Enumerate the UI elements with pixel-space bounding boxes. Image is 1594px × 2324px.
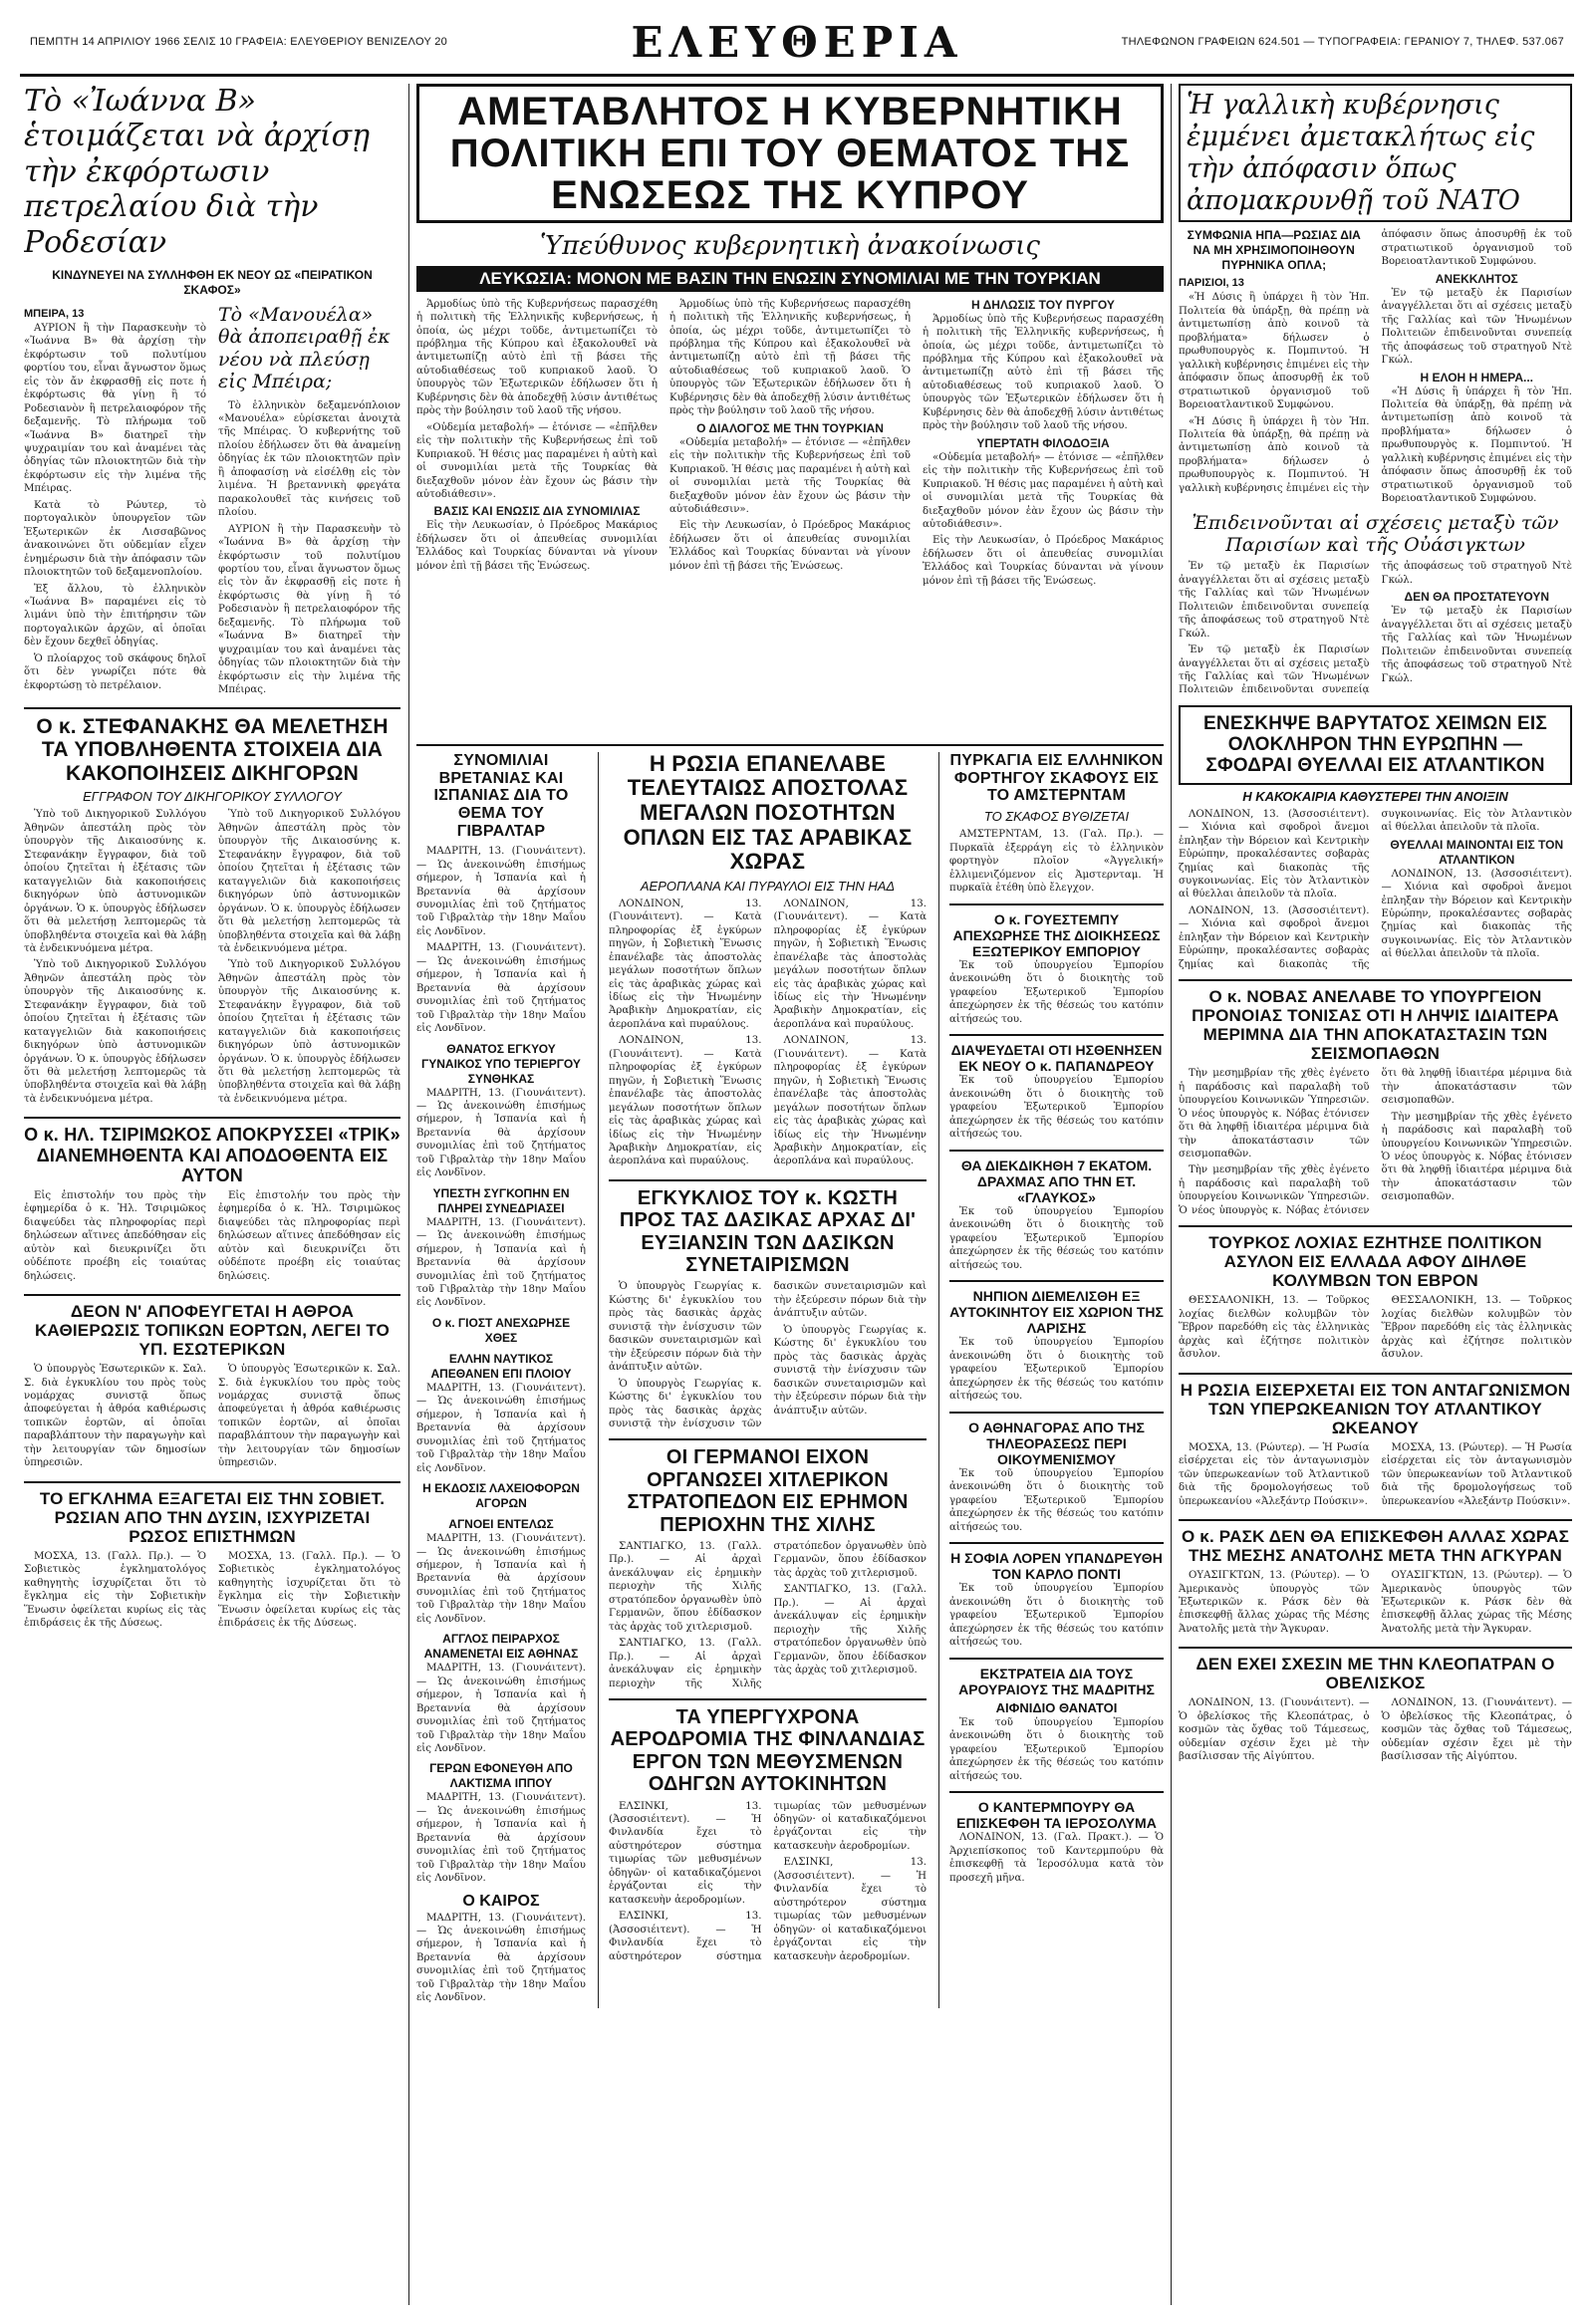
section-subhead: ΥΠΕΡΤΑΤΗ ΦΙΛΟΔΟΞΙΑ <box>976 435 1110 450</box>
paragraph: Ἐκ τοῦ ὑπουργείου Ἐμπορίου ἀνεκοινώθη ὅτι ὁ διοικητὴς τοῦ γραφείου Ἐξωτερικοῦ Ἐμπορίου ἀπεχώρησεν ἐκ τῆς θέσεώς του κατόπιν αἰτήσεώς του. <box>949 1337 1164 1403</box>
paragraph: ΛΟΝΔΙΝΟΝ, 13. (Ἀσσοσιέιτεντ). — Χιόνια καὶ σφοδροὶ ἄνεμοι ἐπληξαν τὴν Βόρειον καὶ Κεντρικὴν Εὐρώπην, προκαλέσαντες σοβαρὰς ζημίας καὶ διακοπὰς τῆς συγκοινωνίας. Εἰς τὸν Ἀτλαντικὸν αἱ θύελλαι ἀπειλοῦν τὰ πλοῖα. <box>1179 808 1572 970</box>
right-column <box>1179 84 1572 2305</box>
paragraph: Ἁρμοδίως ὑπὸ τῆς Κυβερνήσεως παρασχέθη ἡ πολιτικὴ τῆς Ἑλληνικῆς κυβερνήσεως, ἡ ὁποία, ὡς μέχρι τοῦδε, ἀντιμετωπίζει τὸ πρόβλημα τῆς Κύπρου καὶ ἐξακολουθεῖ νὰ ἀντιμετωπίζῃ αὐτὸ ἐπὶ τῇ βάσει τῆς αὐτοδιαθέσεως τοῦ κυπριακοῦ λαοῦ. Ὁ ὑπουργὸς τῶν Ἐξωτερικῶν ἐδήλωσεν ὅτι ἡ Κυβέρνησις δὲν θὰ ἀποδεχθῇ λύσιν ἀντιθέτως πρὸς τὴν βούλησιν τοῦ λαοῦ τῆς νήσου. <box>416 298 658 417</box>
article-block <box>1179 705 1572 785</box>
article-headline: ΔΕΝ ΕΧΕΙ ΣΧΕΣΙΝ ΜΕ ΤΗΝ ΚΛΕΟΠΑΤΡΑΝ Ο ΟΒΕΛΙΣΚΟΣ <box>1196 1655 1555 1693</box>
article-block <box>949 1034 1164 1141</box>
paragraph: Ὑπὸ τοῦ Δικηγορικοῦ Συλλόγου Ἀθηνῶν ἀπεστάλη πρὸς τὸν ὑπουργὸν τῆς Δικαιοσύνης κ. Στεφανάκην ἔγγραφον, διὰ τοῦ ὁποίου ζητεῖται ἡ ἐξέτασις τῶν καταγγελιῶν διὰ κακοποιήσεις δικηγόρων ὑπὸ ἀστυνομικῶν ὀργάνων. Ὁ κ. ὑπουργὸς ἐδήλωσεν ὅτι θὰ μελετήσῃ λεπτομερῶς τὰ ὑποβληθέντα στοιχεῖα καὶ θὰ λάβῃ τὰ ἐνδεικνυόμενα μέτρα. <box>24 959 206 1105</box>
article-text <box>416 1791 586 1885</box>
weather-headline: Ο ΚΑΙΡΟΣ <box>462 1892 540 1910</box>
paragraph: ΜΟΣΧΑ, 13. (Γαλλ. Πρ.). — Ὁ Σοβιετικὸς ἐγκληματολόγος καθηγητὴς ἰσχυρίζεται ὅτι τὸ ἔγκλημα εἰς τὴν Σοβιετικὴν Ἕνωσιν ὀφείλεται κυρίως εἰς τὰς ἐπιδράσεις ἐκ τῆς Δύσεως. <box>218 1550 400 1630</box>
paragraph: Εἰς ἐπιστολήν του πρὸς τὴν ἐφημερίδα ὁ κ. Ἠλ. Τσιριμῶκος διαψεύδει τὰς πληροφορίας περὶ δηλώσεων αἵτινες ἀπεδόθησαν εἰς αὐτὸν καὶ διευκρινίζει ὅτι οὐδέποτε προέβη εἰς τοιαύτας δηλώσεις. <box>24 1189 206 1282</box>
article-kicker: ΣΥΜΦΩΝΙΑ ΗΠΑ—ΡΩΣΙΑΣ ΔΙΑ ΝΑ ΜΗ ΧΡΗΣΙΜΟΠΟΙΗΘΟΥΝ ΠΥΡΗΝΙΚΑ ΟΠΛΑ; <box>1187 228 1361 273</box>
paragraph: Ἐν τῷ μεταξὺ ἐκ Παρισίων ἀναγγέλλεται ὅτι αἱ σχέσεις μεταξὺ τῆς Γαλλίας καὶ τῶν Ἡνωμένων Πολιτειῶν ἐπιδεινοῦνται συνεπείᾳ τῆς ἀποφάσεως τοῦ στρατηγοῦ Ντὲ Γκώλ. <box>1381 287 1572 367</box>
article-headline: Ο κ. ΓΟΥΕΣΤΕΜΠΥ ΑΠΕΧΩΡΗΣΕ ΤΗΣ ΔΙΟΙΚΗΣΕΩΣ ΕΞΩΤΕΡΙΚΟΥ ΕΜΠΟΡΙΟΥ <box>952 910 1161 959</box>
paragraph: Κατὰ τὸ Ρώυτερ, τὸ πορτογαλικὸν ὑπουργεῖον τῶν Ἐξωτερικῶν ἐκ Λισσαβῶνος ἀνακοινώνει ὅτι οὐδεμίαν εἶχεν ἐνημέρωσιν διὰ τὴν ἀπόφασιν τῶν πλοιοκτητῶν τοῦ δεξαμενοπλοίου. <box>24 499 206 579</box>
paragraph: Ὁ πλοίαρχος τοῦ σκάφους δηλοῖ ὅτι δὲν γνωρίζει πότε θὰ ἐκφορτώσῃ τὸ πετρέλαιον. <box>24 652 206 691</box>
section-subhead: ΑΝΕΚΚΛΗΤΟΣ <box>1435 271 1518 286</box>
article-text <box>416 1382 586 1475</box>
article-kicker: ΑΕΡΟΠΛΑΝΑ ΚΑΙ ΠΥΡΑΥΛΟΙ ΕΙΣ ΤΗΝ ΗΑΔ <box>640 878 896 894</box>
article-headline: Ο κ. ΝΟΒΑΣ ΑΝΕΛΑΒΕ ΤΟ ΥΠΟΥΡΓΕΙΟΝ ΠΡΟΝΟΙΑΣ ΤΟΝΙΣΑΣ ΟΤΙ Η ΛΗΨΙΣ ΙΔΙΑΙΤΕΡΑ ΜΕΡΙΜΝΑ ΔΙΑ ΤΗΝ ΑΠΟΚΑΤΑΣΤΑΣΙΝ ΤΩΝ ΣΕΙΣΜΟΠΑΘΩΝ <box>1192 987 1559 1064</box>
paragraph: ΕΛΣΙΝΚΙ, 13. (Ἀσσοσιέιτεντ). — Ἡ Φινλανδία ἔχει τὸ αὐστηρότερον σύστημα τιμωρίας τῶν μεθυσμένων ὁδηγῶν· οἱ καταδικαζόμενοι ἐργάζονται εἰς τὴν κατασκευὴν ἀεροδρομίων. <box>609 1800 762 1906</box>
right-lead-box <box>1179 84 1572 222</box>
article-headline: ΕΓΚΥΚΛΙΟΣ ΤΟΥ κ. ΚΩΣΤΗ ΠΡΟΣ ΤΑΣ ΔΑΣΙΚΑΣ ΑΡΧΑΣ ΔΙ' ΕΥΞΙΑΝΣΙΝ ΤΩΝ ΔΑΣΙΚΩΝ ΣΥΝΕΤΑΙΡΙΣΜΩΝ <box>619 1186 917 1277</box>
article-headline: Ο κ. ΡΑΣΚ ΔΕΝ ΘΑ ΕΠΙΣΚΕΦΘΗ ΑΛΛΑΣ ΧΩΡΑΣ ΤΗΣ ΜΕΣΗΣ ΑΝΑΤΟΛΗΣ ΜΕΤΑ ΤΗΝ ΑΓΚΥΡΑΝ <box>1181 1527 1570 1566</box>
article-text <box>609 1540 927 1690</box>
paragraph: ΜΑΔΡΙΤΗ, 13. (Γιουνάιτεντ). — Ὡς ἀνεκοινώθη ἐπισήμως σήμερον, ἡ Ἰσπανία καὶ ἡ Βρεταννία θὰ ἀρχίσουν συνομιλίας ἐπὶ τοῦ ζητήματος τοῦ Γιβραλτὰρ τὴν 18ην Μαΐου εἰς Λονδῖνον. <box>416 1663 586 1754</box>
paragraph: Ἐν τῷ μεταξὺ ἐκ Παρισίων ἀναγγέλλεται ὅτι αἱ σχέσεις μεταξὺ τῆς Γαλλίας καὶ τῶν Ἡνωμένων Πολιτειῶν ἐπιδεινοῦνται συνεπείᾳ τῆς ἀποφάσεως τοῦ στρατηγοῦ Ντὲ Γκώλ. <box>1179 561 1370 640</box>
article-text <box>218 399 400 697</box>
article-block <box>1179 1373 1572 1511</box>
column-divider <box>408 84 409 2305</box>
article-text <box>949 1074 1164 1141</box>
section-subhead: Η ΔΗΛΩΣΙΣ ΤΟΥ ΠΥΡΓΟΥ <box>971 297 1115 312</box>
article-headline: Ο ΑΘΗΝΑΓΟΡΑΣ ΑΠΟ ΤΗΣ ΤΗΛΕΟΡΑΣΕΩΣ ΠΕΡΙ ΟΙΚΟΥΜΕΝΙΣΜΟΥ <box>968 1419 1145 1467</box>
article-headline: Τὸ «Μανουέλα» θὰ ἀποπειραθῇ ἐκ νέου νὰ πλεύσῃ εἰς Μπέιρα; <box>218 303 391 393</box>
article-headline: ΓΕΡΩΝ ΕΦΟΝΕΥΘΗ ΑΠΟ ΛΑΚΤΙΣΜΑ ΙΠΠΟΥ <box>429 1761 573 1791</box>
article-headline: ΕΚΣΤΡΑΤΕΙΑ ΔΙΑ ΤΟΥΣ ΑΡΟΥΡΑΙΟΥΣ ΤΗΣ ΜΑΔΡΙΤΗΣ <box>958 1665 1155 1697</box>
paragraph: Εἰς τὴν Λευκωσίαν, ὁ Πρόεδρος Μακάριος ἐδήλωσεν ὅτι οἱ ἀπευθείας συνομιλίαι Ἑλλάδος καὶ Τουρκίας δύνανται νὰ γίνουν μόνον ἐπὶ τῇ βάσει τῆς Ἑνώσεως. <box>669 520 911 572</box>
paragraph: «Ἡ Δύσις ἢ ὑπάρχει ἢ τὸν Ἠπ. Πολιτεία θὰ ὑπάρξῃ, θὰ πρέπῃ νὰ ἀντιμετωπίσῃ ἀπὸ κοινοῦ τὰ προβλήματα» δήλωσεν ὁ πρωθυπουργὸς κ. Πομπιντού. Ἡ γαλλικὴ κυβέρνησις ἐπιμένει εἰς τὴν ἀπόφασιν ὅπως ἀποσυρθῇ ἐκ τοῦ στρατιωτικοῦ ὀργανισμοῦ τοῦ Βορειοατλαντικοῦ Συμφώνου. <box>1179 292 1370 411</box>
article-headline: ΘΑ ΔΙΕΚΔΙΚΗΘΗ 7 ΕΚΑΤΟΜ. ΔΡΑΧΜΑΣ ΑΠΟ ΤΗΝ ΕΤ. «ΓΛΑΥΚΟΣ» <box>960 1157 1153 1205</box>
paragraph: ΛΟΝΔΙΝΟΝ, 13. (Γιουνάιτεντ). — Κατὰ πληροφορίας ἐξ ἐγκύρων πηγῶν, ἡ Σοβιετικὴ Ἕνωσις ἐπανέλαβε τὰς ἀποστολὰς μεγάλων ποσοτήτων ὅπλων εἰς τὰς ἀραβικὰς χώρας καὶ ἰδίως εἰς τὴν Ἡνωμένην Ἀραβικὴν Δημοκρατίαν, εἰς ἀεροπλάνα καὶ πυραύλους. <box>773 898 927 1030</box>
article-dateline: ΜΠΕΙΡΑ, 13 <box>24 307 85 320</box>
article-kicker: ΤΟ ΣΚΑΦΟΣ ΒΥΘΙΖΕΤΑΙ <box>983 809 1130 825</box>
briefs-column <box>938 752 1164 2008</box>
paragraph: ΕΛΣΙΝΚΙ, 13. (Ἀσσοσιέιτεντ). — Ἡ Φινλανδία ἔχει τὸ αὐστηρότερον σύστημα τιμωρίας τῶν μεθυσμένων ὁδηγῶν· οἱ καταδικαζόμενοι ἐργάζονται εἰς τὴν κατασκευὴν ἀεροδρομίων. <box>609 1800 927 1962</box>
article-block <box>609 1698 927 1965</box>
article-headline: ΤΑ ΥΠΕΡΓΥΧΡΟΝΑ ΑΕΡΟΔΡΟΜΙΑ ΤΗΣ ΦΙΝΛΑΝΔΙΑΣ ΕΡΓΟΝ ΤΩΝ ΜΕΘΥΣΜΕΝΩΝ ΟΔΗΓΩΝ ΑΥΤΟΚΙΝΗΤΩΝ <box>610 1705 926 1796</box>
article-block <box>609 1179 927 1431</box>
paragraph: ΘΕΣΣΑΛΟΝΙΚΗ, 13. — Τοῦρκος λοχίας διελθὼν κολυμβῶν τὸν Ἕβρον παρεδόθη εἰς τὰς ἑλληνικὰς ἀρχὰς καὶ ἐζήτησε πολιτικὸν ἄσυλον. <box>1179 1295 1370 1361</box>
article-headline: ΤΟ ΕΓΚΛΗΜΑ ΕΞΑΓΕΤΑΙ ΕΙΣ ΤΗΝ ΣΟΒΙΕΤ. ΡΩΣΙΑΝ ΑΠΟ ΤΗΝ ΔΥΣΙΝ, ΙΣΧΥΡΙΖΕΤΑΙ ΡΩΣΟΣ ΕΠΙΣΤΗΜΩΝ <box>39 1488 386 1546</box>
lead-story-box <box>416 84 1164 223</box>
lead-body <box>416 298 1164 736</box>
paragraph: Τὴν μεσημβρίαν τῆς χθὲς ἐγένετο ἡ παράδοσις καὶ παραλαβὴ τοῦ ὑπουργείου Κοινωνικῶν Ὑπηρεσιῶν. Ὁ νέος ὑπουργὸς κ. Νόβας ἐτόνισεν ὅτι θὰ ληφθῇ ἰδιαιτέρα μέριμνα διὰ τὴν ἀποκατάστασιν τῶν σεισμοπαθῶν. <box>1381 1111 1572 1203</box>
paragraph: Ὑπὸ τοῦ Δικηγορικοῦ Συλλόγου Ἀθηνῶν ἀπεστάλη πρὸς τὸν ὑπουργὸν τῆς Δικαιοσύνης κ. Στεφανάκην ἔγγραφον, διὰ τοῦ ὁποίου ζητεῖται ἡ ἐξέτασις τῶν καταγγελιῶν διὰ κακοποιήσεις δικηγόρων ὑπὸ ἀστυνομικῶν ὀργάνων. Ὁ κ. ὑπουργὸς ἐδήλωσεν ὅτι θὰ μελετήσῃ λεπτομερῶς τὰ ὑποβληθέντα στοιχεῖα καὶ θὰ λάβῃ τὰ ἐνδεικνυόμενα μέτρα. <box>24 809 206 954</box>
article-text <box>949 1205 1164 1272</box>
article-kicker: Η ΚΑΚΟΚΑΙΡΙΑ ΚΑΘΥΣΤΕΡΕΙ ΤΗΝ ΑΝΟΙΞΙΝ <box>1242 788 1508 804</box>
lead-bar: ΛΕΥΚΩΣΙΑ: ΜΟΝΟΝ ΜΕ ΒΑΣΙΝ ΤΗΝ ΕΝΩΣΙΝ ΣΥΝΟΜΙΛΙΑΙ ΜΕ ΤΗΝ ΤΟΥΡΚΙΑΝ <box>416 266 1164 292</box>
paragraph: Ὁ ὑπουργὸς Γεωργίας κ. Κώστης δι' ἐγκυκλίου του πρὸς τὰς δασικὰς ἀρχὰς συνιστᾷ τὴν ἐνίσχυσιν τῶν δασικῶν συνεταιρισμῶν καὶ τὴν ἐξεύρεσιν πόρων διὰ τὴν ἀνάπτυξιν αὐτῶν. <box>609 1281 927 1429</box>
paragraph: ΛΟΝΔΙΝΟΝ, 13. (Ἀσσοσιέιτεντ). — Χιόνια καὶ σφοδροὶ ἄνεμοι ἐπληξαν τὴν Βόρειον καὶ Κεντρικὴν Εὐρώπην, προκαλέσαντες σοβαρὰς ζημίας καὶ διακοπὰς τῆς συγκοινωνίας. Εἰς τὸν Ἀτλαντικὸν αἱ θύελλαι ἀπειλοῦν τὰ πλοῖα. <box>1381 868 1572 960</box>
article-headline: Ο κ. ΗΛ. ΤΣΙΡΙΜΩΚΟΣ ΑΠΟΚΡΥΣΣΕΙ «ΤΡΙΚ» ΔΙΑΝΕΜΗΘΕΝΤΑ ΚΑΙ ΑΠΟΔΟΘΕΝΤΑ ΕΙΣ ΑΥΤΟΝ <box>24 1125 400 1185</box>
article-block <box>24 1117 400 1286</box>
paragraph: Ὁ ὑπουργὸς Γεωργίας κ. Κώστης δι' ἐγκυκλίου του πρὸς τὰς δασικὰς ἀρχὰς συνιστᾷ τὴν ἐνίσχυσιν τῶν δασικῶν συνεταιρισμῶν καὶ τὴν ἐξεύρεσιν πόρων διὰ τὴν ἀνάπτυξιν αὐτῶν. <box>609 1281 762 1374</box>
paragraph: ΣΑΝΤΙΑΓΚΟ, 13. (Γαλλ. Πρ.). — Αἱ ἀρχαὶ ἀνεκάλυψαν εἰς ἐρημικὴν περιοχὴν τῆς Χιλῆς στρατόπεδον ὀργανωθὲν ὑπὸ Γερμανῶν, ὅπου ἐδίδασκον τὰς ἀρχὰς τοῦ χιτλερισμοῦ. <box>609 1540 927 1689</box>
paragraph: ΜΟΣΧΑ, 13. (Γαλλ. Πρ.). — Ὁ Σοβιετικὸς ἐγκληματολόγος καθηγητὴς ἰσχυρίζεται ὅτι τὸ ἔγκλημα εἰς τὴν Σοβιετικὴν Ἕνωσιν ὀφείλεται κυρίως εἰς τὰς ἐπιδράσεις ἐκ τῆς Δύσεως. <box>24 1550 206 1630</box>
article-headline: ΕΝΕΣΚΗΨΕ ΒΑΡΥΤΑΤΟΣ ΧΕΙΜΩΝ ΕΙΣ ΟΛΟΚΛΗΡΟΝ ΤΗΝ ΕΥΡΩΠΗΝ — ΣΦΟΔΡΑΙ ΘΥΕΛΛΑΙ ΕΙΣ ΑΤΛΑΝΤΙΚΟΝ <box>1203 712 1547 777</box>
article-headline: ΝΗΠΙΟΝ ΔΙΕΜΕΛΙΣΘΗ ΕΞ ΑΥΤΟΚΙΝΗΤΟΥ ΕΙΣ ΧΩΡΙΟΝ ΤΗΣ ΛΑΡΙΣΗΣ <box>949 1288 1164 1337</box>
article-headline: ΑΙΦΝΙΔΙΟ ΘΑΝΑΤΟΙ <box>995 1699 1118 1715</box>
article-text <box>416 845 586 1035</box>
article-text <box>949 828 1164 895</box>
article-headline: Ο κ. ΓΙΟΣΤ ΑΝΕΧΩΡΗΣΕ ΧΘΕΣ <box>431 1315 571 1345</box>
paragraph: Εἰς τὴν Λευκωσίαν, ὁ Πρόεδρος Μακάριος ἐδήλωσεν ὅτι οἱ ἀπευθείας συνομιλίαι Ἑλλάδος καὶ Τουρκίας δύνανται νὰ γίνουν μόνον ἐπὶ τῇ βάσει τῆς Ἑνώσεως. <box>923 535 1164 587</box>
article-block <box>609 1438 927 1690</box>
column-divider <box>1171 84 1172 2305</box>
article-block <box>1179 1647 1572 1766</box>
paragraph: ΑΜΣΤΕΡΝΤΑΜ, 13. (Γαλ. Πρ.). — Πυρκαϊὰ ἐξερράγη εἰς τὸ ἑλληνικὸν φορτηγὸν πλοῖον «Ἀγγελική» ἐλλιμενιζόμενον εἰς Ἀμστερνταμ. Ἡ πυρκαϊὰ ἐτέθη ὑπὸ ἔλεγχον. <box>949 829 1164 895</box>
paragraph: ΕΛΣΙΝΚΙ, 13. (Ἀσσοσιέιτεντ). — Ἡ Φινλανδία ἔχει τὸ αὐστηρότερον σύστημα τιμωρίας τῶν μεθυσμένων ὁδηγῶν· οἱ καταδικαζόμενοι ἐργάζονται εἰς τὴν κατασκευὴν ἀεροδρομίων. <box>773 1857 927 1962</box>
article-headline: Τὸ «Ἰωάννα Β» ἑτοιμάζεται νὰ ἀρχίσῃ τὴν ἐκφόρτωσιν πετρελαίου διὰ τὴν Ροδεσίαν <box>24 84 371 260</box>
paragraph: ΜΟΣΧΑ, 13. (Ρώυτερ). — Ἡ Ρωσία εἰσέρχεται εἰς τὸν ἀνταγωνισμὸν τῶν ὑπερωκεανίων τοῦ Ἀτλαντικοῦ διὰ τῆς δρομολογήσεως τοῦ ὑπερωκεανίου «Ἀλεξάντρ Πούσκιν». <box>1381 1441 1572 1507</box>
article-headline: Ο κ. ΣΤΕΦΑΝΑΚΗΣ ΘΑ ΜΕΛΕΤΗΣΗ ΤΑ ΥΠΟΒΛΗΘΕΝΤΑ ΣΤΟΙΧΕΙΑ ΔΙΑ ΚΑΚΟΠΟΙΗΣΕΙΣ ΔΙΚΗΓΟΡΩΝ <box>36 714 389 785</box>
paragraph: ΜΑΔΡΙΤΗ, 13. (Γιουνάιτεντ). — Ὡς ἀνεκοινώθη ἐπισήμως σήμερον, ἡ Ἰσπανία καὶ ἡ Βρεταννία θὰ ἀρχίσουν συνομιλίας ἐπὶ τοῦ ζητήματος τοῦ Γιβραλτὰρ τὴν 18ην Μαΐου εἰς Λονδῖνον. <box>416 1912 586 2004</box>
center-column <box>416 84 1164 2305</box>
paragraph: Ἐν τῷ μεταξὺ ἐκ Παρισίων ἀναγγέλλεται ὅτι αἱ σχέσεις μεταξὺ τῆς Γαλλίας καὶ τῶν Ἡνωμένων Πολιτειῶν ἐπιδεινοῦνται συνεπείᾳ τῆς ἀποφάσεως τοῦ στρατηγοῦ Ντὲ Γκώλ. <box>1381 606 1572 684</box>
paragraph: ΛΟΝΔΙΝΟΝ, 13. (Γιουνάιτεντ). — Κατὰ πληροφορίας ἐξ ἐγκύρων πηγῶν, ἡ Σοβιετικὴ Ἕνωσις ἐπανέλαβε τὰς ἀποστολὰς μεγάλων ποσοτήτων ὅπλων εἰς τὰς ἀραβικὰς χώρας καὶ ἰδίως εἰς τὴν Ἡνωμένην Ἀραβικὴν Δημοκρατίαν, εἰς ἀεροπλάνα καὶ πυραύλους. <box>609 898 762 1030</box>
article-headline: Η ΡΩΣΙΑ ΕΠΑΝΕΛΑΒΕ ΤΕΛΕΥΤΑΙΩΣ ΑΠΟΣΤΟΛΑΣ ΜΕΓΑΛΩΝ ΠΟΣΟΤΗΤΩΝ ΟΠΛΩΝ ΕΙΣ ΤΑΣ ΑΡΑΒΙΚΑΣ ΧΩΡΑΣ <box>623 750 913 875</box>
article-text <box>1179 1441 1572 1511</box>
lead-headline: ΑΜΕΤΑΒΛΗΤΟΣ Η ΚΥΒΕΡΝΗΤΙΚΗ ΠΟΛΙΤΙΚΗ ΕΠΙ ΤΟΥ ΘΕΜΑΤΟΣ ΤΗΣ ΕΝΩΣΕΩΣ ΤΗΣ ΚΥΠΡΟΥ <box>449 90 1131 217</box>
article-text <box>416 1216 586 1310</box>
paragraph: Ἐκ τοῦ ὑπουργείου Ἐμπορίου ἀνεκοινώθη ὅτι ὁ διοικητὴς τοῦ γραφείου Ἐξωτερικοῦ Ἐμπορίου ἀπεχώρησεν ἐκ τῆς θέσεώς του κατόπιν αἰτήσεώς του. <box>949 959 1164 1025</box>
section-subhead: ΘΥΕΛΛΑΙ ΜΑΙΝΟΝΤΑΙ ΕΙΣ ΤΟΝ ΑΤΛΑΝΤΙΚΟΝ <box>1390 837 1564 867</box>
paragraph: ΛΟΝΔΙΝΟΝ, 13. (Γιουνάιτεντ). — Ὁ ὀβελίσκος τῆς Κλεοπάτρας, ὁ κοσμῶν τὰς ὄχθας τοῦ Τάμεσεως, οὐδεμίαν σχέσιν ἔχει μὲ τὴν βασίλισσαν τῆς Αἰγύπτου. <box>1179 1697 1370 1763</box>
article-block <box>949 1658 1164 1783</box>
paragraph: ΘΕΣΣΑΛΟΝΙΚΗ, 13. — Τοῦρκος λοχίας διελθὼν κολυμβῶν τὸν Ἕβρον παρεδόθη εἰς τὰς ἑλληνικὰς ἀρχὰς καὶ ἐζήτησε πολιτικὸν ἄσυλον. <box>1381 1295 1572 1361</box>
paragraph: Ἐν τῷ μεταξὺ ἐκ Παρισίων ἀναγγέλλεται ὅτι αἱ σχέσεις μεταξὺ τῆς Γαλλίας καὶ τῶν Ἡνωμένων Πολιτειῶν ἐπιδεινοῦνται συνεπείᾳ τῆς ἀποφάσεως τοῦ στρατηγοῦ Ντὲ Γκώλ. <box>1179 561 1572 696</box>
article-block <box>1179 979 1572 1217</box>
article-block <box>1179 1519 1572 1639</box>
article-headline: ΑΓΓΛΟΣ ΠΕΙΡΑΡΧΟΣ ΑΝΑΜΕΝΕΤΑΙ ΕΙΣ ΑΘΗΝΑΣ <box>423 1632 579 1662</box>
paragraph: «Οὐδεμία μεταβολή» — ἐτόνισε — «ἐπῆλθεν εἰς τὴν πολιτικὴν τῆς Κυβερνήσεως ἐπὶ τοῦ Κυπριακοῦ. Ἡ θέσις μας παραμένει ἡ αὐτὴ καὶ οἱ συνομιλίαι μετὰ τῆς Τουρκίας θὰ διεξαχθοῦν μόνον ἐὰν ἔχουν ὡς βάσιν τὴν αὐτοδιάθεσιν». <box>416 421 658 501</box>
article-headline: ΔΕΟΝ Ν' ΑΠΟΦΕΥΓΕΤΑΙ Η ΑΘΡΟΑ ΚΑΘΙΕΡΩΣΙΣ ΤΟΠΙΚΩΝ ΕΟΡΤΩΝ, ΛΕΓΕΙ ΤΟ ΥΠ. ΕΣΩΤΕΡΙΚΩΝ <box>34 1302 391 1360</box>
article-block <box>949 1542 1164 1649</box>
article-text <box>1179 1294 1572 1364</box>
article-text <box>24 1189 400 1286</box>
article-text <box>24 808 400 1109</box>
article-kicker: ΕΓΓΡΑΦΟΝ ΤΟΥ ΔΙΚΗΓΟΡΙΚΟΥ ΣΥΛΛΟΓΟΥ <box>83 789 342 805</box>
newspaper-page <box>20 18 1574 2309</box>
paragraph: Ὁ ὑπουργὸς Ἐσωτερικῶν κ. Σαλ. Σ. διὰ ἐγκυκλίου του πρὸς τοὺς νομάρχας συνιστᾷ ὅπως ἀποφεύγεται ἡ ἀθρόα καθιέρωσις τοπικῶν ἑορτῶν, αἱ ὁποῖαι παραβλάπτουν τὴν παραγωγὴν καὶ τὴν λειτουργίαν τῶν δημοσίων ὑπηρεσιῶν. <box>218 1364 400 1469</box>
paragraph: Ἐκ τοῦ ὑπουργείου Ἐμπορίου ἀνεκοινώθη ὅτι ὁ διοικητὴς τοῦ γραφείου Ἐξωτερικοῦ Ἐμπορίου ἀπεχώρησεν ἐκ τῆς θέσεώς του κατόπιν αἰτήσεώς του. <box>949 1716 1164 1782</box>
article-headline: ΥΠΕΣΤΗ ΣΥΓΚΟΠΗΝ ΕΝ ΠΛΗΡΕΙ ΣΥΝΕΔΡΙΑΣΕΙ <box>432 1185 570 1215</box>
article-headline: ΤΟΥΡΚΟΣ ΛΟΧΙΑΣ ΕΖΗΤΗΣΕ ΠΟΛΙΤΙΚΟΝ ΑΣΥΛΟΝ ΕΙΣ ΕΛΛΑΔΑ ΑΦΟΥ ΔΙΗΛΘΕ ΚΟΛΥΜΒΩΝ ΤΟΝ ΕΒΡΟΝ <box>1208 1233 1542 1291</box>
article-text <box>949 1582 1164 1649</box>
lead-subhead: Ὑπεύθυνος κυβερνητικὴ ἀνακοίνωσις <box>539 231 1040 261</box>
paragraph: Ὁ ὑπουργὸς Γεωργίας κ. Κώστης δι' ἐγκυκλίου του πρὸς τὰς δασικὰς ἀρχὰς συνιστᾷ τὴν ἐνίσχυσιν τῶν δασικῶν συνεταιρισμῶν καὶ τὴν ἐξεύρεσιν πόρων διὰ τὴν ἀνάπτυξιν αὐτῶν. <box>773 1324 927 1417</box>
paragraph: ΑΥΡΙΟΝ ἢ τὴν Παρασκευὴν τὸ «Ἰωάννα Β» θὰ ἀρχίσῃ τὴν ἐκφόρτωσιν τοῦ πολυτίμου φορτίου του, εἶναι ἄγνωστον ὅμως εἰς τὸν ἄν ἐκφρασθῇ εἰς ποτε ἡ ἐκφόρτωσις θὰ γίνῃ ἢ τό Ροδεσιανὸν ἢ πετρελαιοφόρον τῆς δεξαμενῆς. Τὸ πλήρωμα τοῦ «Ἰωάννα Β» διατηρεῖ τὴν ψυχραιμίαν του καὶ ἀναμένει τὰς ὁδηγίας τῶν πλοιοκτητῶν διὰ τὴν ἐκφόρτωσιν εἰς τὴν λιμένα τῆς Μπέιρας. <box>218 523 400 696</box>
article-headline: ΔΙΑΨΕΥΔΕΤΑΙ ΟΤΙ ΗΣΘΕΝΗΣΕΝ ΕΚ ΝΕΟΥ Ο κ. ΠΑΠΑΝΔΡΕΟΥ <box>950 1042 1163 1075</box>
paragraph: Ἐξ ἄλλου, τὸ ἑλληνικὸν «Ἰωάννα Β» παραμένει εἰς τὸ λιμάνι ὑπὸ τὴν ἐπιτήρησιν τῶν πορτογαλικῶν ἀρχῶν, αἱ ὁποῖαι δὲν ἔχουν δεχθεῖ ὁδηγίας. <box>24 583 206 648</box>
paragraph: «Ἡ Δύσις ἢ ὑπάρχει ἢ τὸν Ἠπ. Πολιτεία θὰ ὑπάρξῃ, θὰ πρέπῃ νὰ ἀντιμετωπίσῃ ἀπὸ κοινοῦ τὰ προβλήματα» δήλωσεν ὁ πρωθυπουργὸς κ. Πομπιντού. Ἡ γαλλικὴ κυβέρνησις ἐπιμένει εἰς τὴν ἀπόφασιν ὅπως ἀποσυρθῇ ἐκ τοῦ στρατιωτικοῦ ὀργανισμοῦ τοῦ Βορειοατλαντικοῦ Συμφώνου. <box>1179 229 1572 494</box>
article-text <box>949 1336 1164 1403</box>
paragraph: ΛΟΝΔΙΝΟΝ, 13. (Γιουνάιτεντ). — Κατὰ πληροφορίας ἐξ ἐγκύρων πηγῶν, ἡ Σοβιετικὴ Ἕνωσις ἐπανέλαβε τὰς ἀποστολὰς μεγάλων ποσοτήτων ὅπλων εἰς τὰς ἀραβικὰς χώρας καὶ ἰδίως εἰς τὴν Ἡνωμένην Ἀραβικὴν Δημοκρατίαν, εἰς ἀεροπλάνα καὶ πυραύλους. <box>609 1035 762 1167</box>
newspaper-title: ΕΛΕΥΘΕΡΙΑ <box>631 18 963 67</box>
paragraph: Ἁρμοδίως ὑπὸ τῆς Κυβερνήσεως παρασχέθη ἡ πολιτικὴ τῆς Ἑλληνικῆς κυβερνήσεως, ἡ ὁποία, ὡς μέχρι τοῦδε, ἀντιμετωπίζει τὸ πρόβλημα τῆς Κύπρου καὶ ἐξακολουθεῖ νὰ ἀντιμετωπίζῃ αὐτὸ ἐπὶ τῇ βάσει τῆς αὐτοδιαθέσεως τοῦ κυπριακοῦ λαοῦ. Ὁ ὑπουργὸς τῶν Ἐξωτερικῶν ἐδήλωσεν ὅτι ἡ Κυβέρνησις δὲν θὰ ἀποδεχθῇ λύσιν ἀντιθέτως πρὸς τὴν βούλησιν τοῦ λαοῦ τῆς νήσου. <box>923 313 1164 432</box>
paragraph: ΜΑΔΡΙΤΗ, 13. (Γιουνάιτεντ). — Ὡς ἀνεκοινώθη ἐπισήμως σήμερον, ἡ Ἰσπανία καὶ ἡ Βρεταννία θὰ ἀρχίσουν συνομιλίας ἐπὶ τοῦ ζητήματος τοῦ Γιβραλτὰρ τὴν 18ην Μαΐου εἰς Λονδῖνον. <box>416 1216 586 1309</box>
center-lower <box>416 744 1164 2008</box>
paragraph: Τὴν μεσημβρίαν τῆς χθὲς ἐγένετο ἡ παράδοσις καὶ παραλαβὴ τοῦ ὑπουργείου Κοινωνικῶν Ὑπηρεσιῶν. Ὁ νέος ὑπουργὸς κ. Νόβας ἐτόνισεν ὅτι θὰ ληφθῇ ἰδιαιτέρα μέριμνα διὰ τὴν ἀποκατάστασιν τῶν σεισμοπαθῶν. <box>1179 1068 1572 1216</box>
article-text <box>1179 1067 1572 1217</box>
paragraph: Ἐκ τοῦ ὑπουργείου Ἐμπορίου ἀνεκοινώθη ὅτι ὁ διοικητὴς τοῦ γραφείου Ἐξωτερικοῦ Ἐμπορίου ἀπεχώρησεν ἐκ τῆς θέσεώς του κατόπιν αἰτήσεώς του. <box>949 1468 1164 1533</box>
paragraph: Εἰς ἐπιστολήν του πρὸς τὴν ἐφημερίδα ὁ κ. Ἠλ. Τσιριμῶκος διαψεύδει τὰς πληροφορίας περὶ δηλώσεων αἵτινες ἀπεδόθησαν εἰς αὐτὸν καὶ διευκρινίζει ὅτι οὐδέποτε προέβη εἰς τοιαύτας δηλώσεις. <box>218 1189 400 1282</box>
article-headline: ΘΑΝΑΤΟΣ ΕΓΚΥΟΥ ΓΥΝΑΙΚΟΣ ΥΠΟ ΤΕΡΙΕΡΓΟΥ ΣΥΝΘΗΚΑΣ <box>421 1041 581 1086</box>
article-headline: ΕΛΛΗΝ ΝΑΥΤΙΚΟΣ ΑΠΕΘΑΝΕΝ ΕΠΙ ΠΛΟΙΟΥ <box>430 1351 572 1381</box>
paragraph: «Ἡ Δύσις ἢ ὑπάρχει ἢ τὸν Ἠπ. Πολιτεία θὰ ὑπάρξῃ, θὰ πρέπῃ νὰ ἀντιμετωπίσῃ ἀπὸ κοινοῦ τὰ προβλήματα» δήλωσεν ὁ πρωθυπουργὸς κ. Πομπιντού. Ἡ γαλλικὴ κυβέρνησις ἐπιμένει εἰς τὴν ἀπόφασιν ὅπως ἀποσυρθῇ ἐκ τοῦ στρατιωτικοῦ ὀργανισμοῦ τοῦ Βορειοατλαντικοῦ Συμφώνου. <box>1381 386 1572 505</box>
section-subhead: ΔΕΝ ΘΑ ΠΡΟΣΤΑΤΕΥΟΥΝ <box>1404 590 1549 605</box>
paragraph: Ἐκ τοῦ ὑπουργείου Ἐμπορίου ἀνεκοινώθη ὅτι ὁ διοικητὴς τοῦ γραφείου Ἐξωτερικοῦ Ἐμπορίου ἀπεχώρησεν ἐκ τῆς θέσεώς του κατόπιν αἰτήσεώς του. <box>949 1075 1164 1141</box>
paragraph: ΜΑΔΡΙΤΗ, 13. (Γιουνάιτεντ). — Ὡς ἀνεκοινώθη ἐπισήμως σήμερον, ἡ Ἰσπανία καὶ ἡ Βρεταννία θὰ ἀρχίσουν συνομιλίας ἐπὶ τοῦ ζητήματος τοῦ Γιβραλτὰρ τὴν 18ην Μαΐου εἰς Λονδῖνον. <box>416 846 586 937</box>
paragraph: Ὑπὸ τοῦ Δικηγορικοῦ Συλλόγου Ἀθηνῶν ἀπεστάλη πρὸς τὸν ὑπουργὸν τῆς Δικαιοσύνης κ. Στεφανάκην ἔγγραφον, διὰ τοῦ ὁποίου ζητεῖται ἡ ἐξέτασις τῶν καταγγελιῶν διὰ κακοποιήσεις δικηγόρων ὑπὸ ἀστυνομικῶν ὀργάνων. Ὁ κ. ὑπουργὸς ἐδήλωσεν ὅτι θὰ μελετήσῃ λεπτομερῶς τὰ ὑποβληθέντα στοιχεῖα καὶ θὰ λάβῃ τὰ ἐνδεικνυόμενα μέτρα. <box>218 959 400 1105</box>
article-body-columns <box>1179 228 1572 505</box>
article-headline: Η ΕΚΔΟΣΙΣ ΛΑΧΕΙΟΦΟΡΩΝ ΑΓΟΡΩΝ <box>422 1481 580 1511</box>
paragraph: ΜΑΔΡΙΤΗ, 13. (Γιουνάιτεντ). — Ὡς ἀνεκοινώθη ἐπισήμως σήμερον, ἡ Ἰσπανία καὶ ἡ Βρεταννία θὰ ἀρχίσουν συνομιλίας ἐπὶ τοῦ ζητήματος τοῦ Γιβραλτὰρ τὴν 18ην Μαΐου εἰς Λονδῖνον. <box>416 1533 586 1625</box>
article-text <box>609 1280 927 1430</box>
article-text <box>416 1532 586 1626</box>
article-kicker: ΚΙΝΔΥΝΕΥΕΙ ΝΑ ΣΥΛΛΗΦΘΗ ΕΚ ΝΕΟΥ ΩΣ «ΠΕΙΡΑΤΙΚΟΝ ΣΚΑΦΟΣ» <box>52 267 373 297</box>
article-headline: Η ΡΩΣΙΑ ΕΙΣΕΡΧΕΤΑΙ ΕΙΣ ΤΟΝ ΑΝΤΑΓΩΝΙΣΜΟΝ ΤΩΝ ΥΠΕΡΩΚΕΑΝΙΩΝ ΤΟΥ ΑΤΛΑΝΤΙΚΟΥ ΩΚΕΑΝΟΥ <box>1180 1380 1571 1437</box>
article-text <box>1179 808 1572 971</box>
article-headline: ΟΙ ΓΕΡΜΑΝΟΙ ΕΙΧΟΝ ΟΡΓΑΝΩΣΕΙ ΧΙΤΛΕΡΙΚΟΝ ΣΤΡΑΤΟΠΕΔΟΝ ΕΙΣ ΕΡΗΜΟΝ ΠΕΡΙΟΧΗΝ ΤΗΣ ΧΙΛΗΣ <box>627 1446 909 1536</box>
article-headline: Ο ΚΑΝΤΕΡΜΠΟΥΡΥ ΘΑ ΕΠΙΣΚΕΦΘΗ ΤΑ ΙΕΡΟΣΟΛΥΜΑ <box>956 1799 1157 1832</box>
article-block <box>949 1150 1164 1273</box>
article-text <box>949 1831 1164 1885</box>
paragraph: ΜΑΔΡΙΤΗ, 13. (Γιουνάιτεντ). — Ὡς ἀνεκοινώθη ἐπισήμως σήμερον, ἡ Ἰσπανία καὶ ἡ Βρεταννία θὰ ἀρχίσουν συνομιλίας ἐπὶ τοῦ ζητήματος τοῦ Γιβραλτὰρ τὴν 18ην Μαΐου εἰς Λονδῖνον. <box>416 1792 586 1885</box>
section-subhead: Η ΕΛΟΗ Η ΗΜΕΡΑ... <box>1420 370 1533 385</box>
paragraph: ΛΟΝΔΙΝΟΝ, 13. (Ἀσσοσιέιτεντ). — Χιόνια καὶ σφοδροὶ ἄνεμοι ἐπληξαν τὴν Βόρειον καὶ Κεντρικὴν Εὐρώπην, προκαλέσαντες σοβαρὰς ζημίας καὶ διακοπὰς τῆς συγκοινωνίας. Εἰς τὸν Ἀτλαντικὸν αἱ θύελλαι ἀπειλοῦν τὰ πλοῖα. <box>1179 808 1370 901</box>
section-subhead: Ο ΔΙΑΛΟΓΟΣ ΜΕ ΤΗΝ ΤΟΥΡΚΙΑΝ <box>696 420 884 435</box>
paragraph: ΜΑΔΡΙΤΗ, 13. (Γιουνάιτεντ). — Ὡς ἀνεκοινώθη ἐπισήμως σήμερον, ἡ Ἰσπανία καὶ ἡ Βρεταννία θὰ ἀρχίσουν συνομιλίας ἐπὶ τοῦ ζητήματος τοῦ Γιβραλτὰρ τὴν 18ην Μαΐου εἰς Λονδῖνον. <box>416 942 586 1035</box>
paragraph: ΟΥΑΣΙΓΚΤΩΝ, 13. (Ρώυτερ). — Ὁ Ἀμερικανὸς ὑπουργὸς τῶν Ἐξωτερικῶν κ. Ράσκ δὲν θὰ ἐπισκεφθῇ ἄλλας χώρας τῆς Μέσης Ἀνατολῆς μετὰ τὴν Ἄγκυραν. <box>1179 1570 1370 1635</box>
wide-column <box>598 752 927 2008</box>
paragraph: ΜΑΔΡΙΤΗ, 13. (Γιουνάιτεντ). — Ὡς ἀνεκοινώθη ἐπισήμως σήμερον, ἡ Ἰσπανία καὶ ἡ Βρεταννία θὰ ἀρχίσουν συνομιλίας ἐπὶ τοῦ ζητήματος τοῦ Γιβραλτὰρ τὴν 18ην Μαΐου εἰς Λονδῖνον. <box>416 1382 586 1474</box>
article-text <box>416 1087 586 1180</box>
paragraph: ΣΑΝΤΙΑΓΚΟ, 13. (Γαλλ. Πρ.). — Αἱ ἀρχαὶ ἀνεκάλυψαν εἰς ἐρημικὴν περιοχὴν τῆς Χιλῆς στρατόπεδον ὀργανωθὲν ὑπὸ Γερμανῶν, ὅπου ἐδίδασκον τὰς ἀρχὰς τοῦ χιτλερισμοῦ. <box>773 1584 927 1677</box>
masthead-dateline: ΠΕΜΠΤΗ 14 ΑΠΡΙΛΙΟΥ 1966 ΣΕΛΙΣ 10 ΓΡΑΦΕΙΑ: ΕΛΕΥΘΕΡΙΟΥ ΒΕΝΙΖΕΛΟΥ 20 <box>30 36 448 48</box>
article-block <box>949 904 1164 1027</box>
article-block <box>1179 1225 1572 1364</box>
article-text <box>1179 1696 1572 1766</box>
article-block <box>949 1791 1164 1885</box>
paragraph: ΑΥΡΙΟΝ ἢ τὴν Παρασκευὴν τὸ «Ἰωάννα Β» θὰ ἀρχίσῃ τὴν ἐκφόρτωσιν τοῦ πολυτίμου φορτίου του, εἶναι ἄγνωστον ὅμως εἰς τὸν ἄν ἐκφρασθῇ εἰς ποτε ἡ ἐκφόρτωσις θὰ γίνῃ ἢ τό Ροδεσιανὸν ἢ πετρελαιοφόρον τῆς δεξαμενῆς. Τὸ πλήρωμα τοῦ «Ἰωάννα Β» διατηρεῖ τὴν ψυχραιμίαν του καὶ ἀναμένει τὰς ὁδηγίας τῶν πλοιοκτητῶν διὰ τὴν ἐκφόρτωσιν εἰς τὴν λιμένα τῆς Μπέιρας. <box>24 322 206 495</box>
paragraph: ΛΟΝΔΙΝΟΝ, 13. (Γιουνάιτεντ). — Κατὰ πληροφορίας ἐξ ἐγκύρων πηγῶν, ἡ Σοβιετικὴ Ἕνωσις ἐπανέλαβε τὰς ἀποστολὰς μεγάλων ποσοτήτων ὅπλων εἰς τὰς ἀραβικὰς χώρας καὶ ἰδίως εἰς τὴν Ἡνωμένην Ἀραβικὴν Δημοκρατίαν, εἰς ἀεροπλάνα καὶ πυραύλους. <box>773 1035 927 1167</box>
article-text <box>949 1716 1164 1783</box>
article-headline: ΑΓΝΟΕΙ ΕΝΤΕΛΩΣ <box>448 1517 554 1532</box>
article-headline: Ἡ γαλλικὴ κυβέρνησις ἐμμένει ἀμετακλήτως εἰς τὴν ἀπόφασιν ὅπως ἀπομακρυνθῇ τοῦ ΝΑΤΟ <box>1187 90 1535 216</box>
narrow-column <box>416 752 586 2008</box>
paragraph: ΜΟΣΧΑ, 13. (Ρώυτερ). — Ἡ Ρωσία εἰσέρχεται εἰς τὸν ἀνταγωνισμὸν τῶν ὑπερωκεανίων τοῦ Ἀτλαντικοῦ διὰ τῆς δρομολογήσεως τοῦ ὑπερωκεανίου «Ἀλεξάντρ Πούσκιν». <box>1179 1441 1370 1507</box>
article-text <box>609 898 927 1171</box>
article-block <box>949 1280 1164 1404</box>
paragraph: Τὴν μεσημβρίαν τῆς χθὲς ἐγένετο ἡ παράδοσις καὶ παραλαβὴ τοῦ ὑπουργείου Κοινωνικῶν Ὑπηρεσιῶν. Ὁ νέος ὑπουργὸς κ. Νόβας ἐτόνισεν ὅτι θὰ ληφθῇ ἰδιαιτέρα μέριμνα διὰ τὴν ἀποκατάστασιν τῶν σεισμοπαθῶν. <box>1179 1068 1370 1161</box>
article-text <box>609 1800 927 1965</box>
article-block <box>24 1294 400 1473</box>
paragraph: «Οὐδεμία μεταβολή» — ἐτόνισε — «ἐπῆλθεν εἰς τὴν πολιτικὴν τῆς Κυβερνήσεως ἐπὶ τοῦ Κυπριακοῦ. Ἡ θέσις μας παραμένει ἡ αὐτὴ καὶ οἱ συνομιλίαι μετὰ τῆς Τουρκίας θὰ διεξαχθοῦν μόνον ἐὰν ἔχουν ὡς βάσιν τὴν αὐτοδιάθεσιν». <box>669 436 911 516</box>
article-headline: Η ΣΟΦΙΑ ΛΟΡΕΝ ΥΠΑΝΔΡΕΥΘΗ ΤΟΝ ΚΑΡΛΟ ΠΟΝΤΙ <box>950 1550 1163 1583</box>
article-text <box>24 322 206 692</box>
article-text <box>1179 560 1572 697</box>
article-headline: ΣΥΝΟΜΙΛΙΑΙ ΒΡΕΤΑΝΙΑΣ ΚΑΙ ΙΣΠΑΝΙΑΣ ΔΙΑ ΤΟ ΘΕΜΑ ΤΟΥ ΓΙΒΡΑΛΤΑΡ <box>433 751 569 841</box>
masthead <box>20 18 1574 77</box>
paragraph: Ὁ ὑπουργὸς Ἐσωτερικῶν κ. Σαλ. Σ. διὰ ἐγκυκλίου του πρὸς τοὺς νομάρχας συνιστᾷ ὅπως ἀποφεύγεται ἡ ἀθρόα καθιέρωσις τοπικῶν ἑορτῶν, αἱ ὁποῖαι παραβλάπτουν τὴν παραγωγὴν καὶ τὴν λειτουργίαν τῶν δημοσίων ὑπηρεσιῶν. <box>24 1364 206 1469</box>
article-text <box>949 1467 1164 1534</box>
article-text <box>416 1912 586 2005</box>
paragraph: ΟΥΑΣΙΓΚΤΩΝ, 13. (Ρώυτερ). — Ὁ Ἀμερικανὸς ὑπουργὸς τῶν Ἐξωτερικῶν κ. Ράσκ δὲν θὰ ἐπισκεφθῇ ἄλλας χώρας τῆς Μέσης Ἀνατολῆς μετὰ τὴν Ἄγκυραν. <box>1381 1570 1572 1635</box>
section-subhead: ΒΑΣΙΣ ΚΑΙ ΕΝΩΣΙΣ ΔΙΑ ΣΥΝΟΜΙΛΙΑΣ <box>433 504 641 519</box>
article-text <box>24 1550 400 1634</box>
article-block <box>24 707 400 1110</box>
left-column <box>24 84 400 2305</box>
article-text <box>416 1662 586 1755</box>
paragraph: Ἁρμοδίως ὑπὸ τῆς Κυβερνήσεως παρασχέθη ἡ πολιτικὴ τῆς Ἑλληνικῆς κυβερνήσεως, ἡ ὁποία, ὡς μέχρι τοῦδε, ἀντιμετωπίζει τὸ πρόβλημα τῆς Κύπρου καὶ ἐξακολουθεῖ νὰ ἀντιμετωπίζῃ αὐτὸ ἐπὶ τῇ βάσει τῆς αὐτοδιαθέσεως τοῦ κυπριακοῦ λαοῦ. Ὁ ὑπουργὸς τῶν Ἐξωτερικῶν ἐδήλωσεν ὅτι ἡ Κυβέρνησις δὲν θὰ ἀποδεχθῇ λύσιν ἀντιθέτως πρὸς τὴν βούλησιν τοῦ λαοῦ τῆς νήσου. <box>669 298 911 417</box>
paragraph: Ἐκ τοῦ ὑπουργείου Ἐμπορίου ἀνεκοινώθη ὅτι ὁ διοικητὴς τοῦ γραφείου Ἐξωτερικοῦ Ἐμπορίου ἀπεχώρησεν ἐκ τῆς θέσεώς του κατόπιν αἰτήσεώς του. <box>949 1205 1164 1271</box>
paragraph: ΣΑΝΤΙΑΓΚΟ, 13. (Γαλλ. Πρ.). — Αἱ ἀρχαὶ ἀνεκάλυψαν εἰς ἐρημικὴν περιοχὴν τῆς Χιλῆς στρατόπεδον ὀργανωθὲν ὑπὸ Γερμανῶν, ὅπου ἐδίδασκον τὰς ἀρχὰς τοῦ χιτλερισμοῦ. <box>609 1540 762 1633</box>
article-headline: Ἐπιδεινοῦνται αἱ σχέσεις μεταξὺ τῶν Παρισίων καὶ τῆς Οὐάσιγκτων <box>1192 511 1559 556</box>
masthead-contact: ΤΗΛΕΦΩΝΟΝ ΓΡΑΦΕΙΩΝ 624.501 — ΤΥΠΟΓΡΑΦΕΙΑ: ΓΕΡΑΝΙΟΥ 7, ΤΗΛΕΦ. 537.067 <box>1121 36 1564 48</box>
article-headline: ΠΥΡΚΑΓΙΑ ΕΙΣ ΕΛΛΗΝΙΚΟΝ ΦΟΡΤΗΓΟΥ ΣΚΑΦΟΥΣ ΕΙΣ ΤΟ ΑΜΣΤΕΡΝΤΑΜ <box>949 751 1164 805</box>
paragraph: ΛΟΝΔΙΝΟΝ, 13. (Γιουνάιτεντ). — Ὁ ὀβελίσκος τῆς Κλεοπάτρας, ὁ κοσμῶν τὰς ὄχθας τοῦ Τάμεσεως, οὐδεμίαν σχέσιν ἔχει μὲ τὴν βασίλισσαν τῆς Αἰγύπτου. <box>1381 1697 1572 1763</box>
article-text <box>949 959 1164 1026</box>
article-text <box>24 1363 400 1473</box>
article-dateline: ΠΑΡΙΣΙΟΙ, 13 <box>1179 277 1244 290</box>
paragraph: Ἐκ τοῦ ὑπουργείου Ἐμπορίου ἀνεκοινώθη ὅτι ὁ διοικητὴς τοῦ γραφείου Ἐξωτερικοῦ Ἐμπορίου ἀπεχώρησεν ἐκ τῆς θέσεώς του κατόπιν αἰτήσεώς του. <box>949 1583 1164 1649</box>
paragraph: Ὑπὸ τοῦ Δικηγορικοῦ Συλλόγου Ἀθηνῶν ἀπεστάλη πρὸς τὸν ὑπουργὸν τῆς Δικαιοσύνης κ. Στεφανάκην ἔγγραφον, διὰ τοῦ ὁποίου ζητεῖται ἡ ἐξέτασις τῶν καταγγελιῶν διὰ κακοποιήσεις δικηγόρων ὑπὸ ἀστυνομικῶν ὀργάνων. Ὁ κ. ὑπουργὸς ἐδήλωσεν ὅτι θὰ μελετήσῃ λεπτομερῶς τὰ ὑποβληθέντα στοιχεῖα καὶ θὰ λάβῃ τὰ ἐνδεικνυόμενα μέτρα. <box>218 809 400 954</box>
article-body-columns <box>24 304 400 699</box>
paragraph: Τὸ ἑλληνικὸν δεξαμενόπλοιον «Μανουέλα» εὑρίσκεται ἀνοιχτὰ τῆς Μπέιρας. Ὁ κυβερνήτης τοῦ πλοίου ἐδήλωσεν ὅτι θὰ ἀναμείνῃ ὁδηγίας ἐκ τῶν πλοιοκτητῶν πρὶν ἢ ἀποφασίσῃ νὰ εἰσέλθῃ εἰς τὸν λιμένα. Ἡ βρεταννικὴ φρεγάτα παρακολουθεῖ τὰς κινήσεις τοῦ πλοίου. <box>218 399 400 519</box>
paragraph: ΛΟΝΔΙΝΟΝ, 13. (Γαλ. Πρακτ.). — Ὁ Ἀρχιεπίσκοπος τοῦ Καντερμπούρυ θὰ ἐπισκεφθῇ τὰ Ἱεροσόλυμα κατὰ τὸν προσεχῆ μῆνα. <box>949 1832 1164 1884</box>
paragraph: ΜΑΔΡΙΤΗ, 13. (Γιουνάιτεντ). — Ὡς ἀνεκοινώθη ἐπισήμως σήμερον, ἡ Ἰσπανία καὶ ἡ Βρεταννία θὰ ἀρχίσουν συνομιλίας ἐπὶ τοῦ ζητήματος τοῦ Γιβραλτὰρ τὴν 18ην Μαΐου εἰς Λονδῖνον. <box>416 1087 586 1179</box>
paragraph: Εἰς τὴν Λευκωσίαν, ὁ Πρόεδρος Μακάριος ἐδήλωσεν ὅτι οἱ ἀπευθείας συνομιλίαι Ἑλλάδος καὶ Τουρκίας δύνανται νὰ γίνουν μόνον ἐπὶ τῇ βάσει τῆς Ἑνώσεως. <box>416 520 658 572</box>
article-text <box>1179 1569 1572 1639</box>
article-block <box>949 1412 1164 1535</box>
paragraph: «Οὐδεμία μεταβολή» — ἐτόνισε — «ἐπῆλθεν εἰς τὴν πολιτικὴν τῆς Κυβερνήσεως ἐπὶ τοῦ Κυπριακοῦ. Ἡ θέσις μας παραμένει ἡ αὐτὴ καὶ οἱ συνομιλίαι μετὰ τῆς Τουρκίας θὰ διεξαχθοῦν μόνον ἐὰν ἔχουν ὡς βάσιν τὴν αὐτοδιάθεσιν». <box>923 451 1164 531</box>
article-block <box>24 1481 400 1634</box>
